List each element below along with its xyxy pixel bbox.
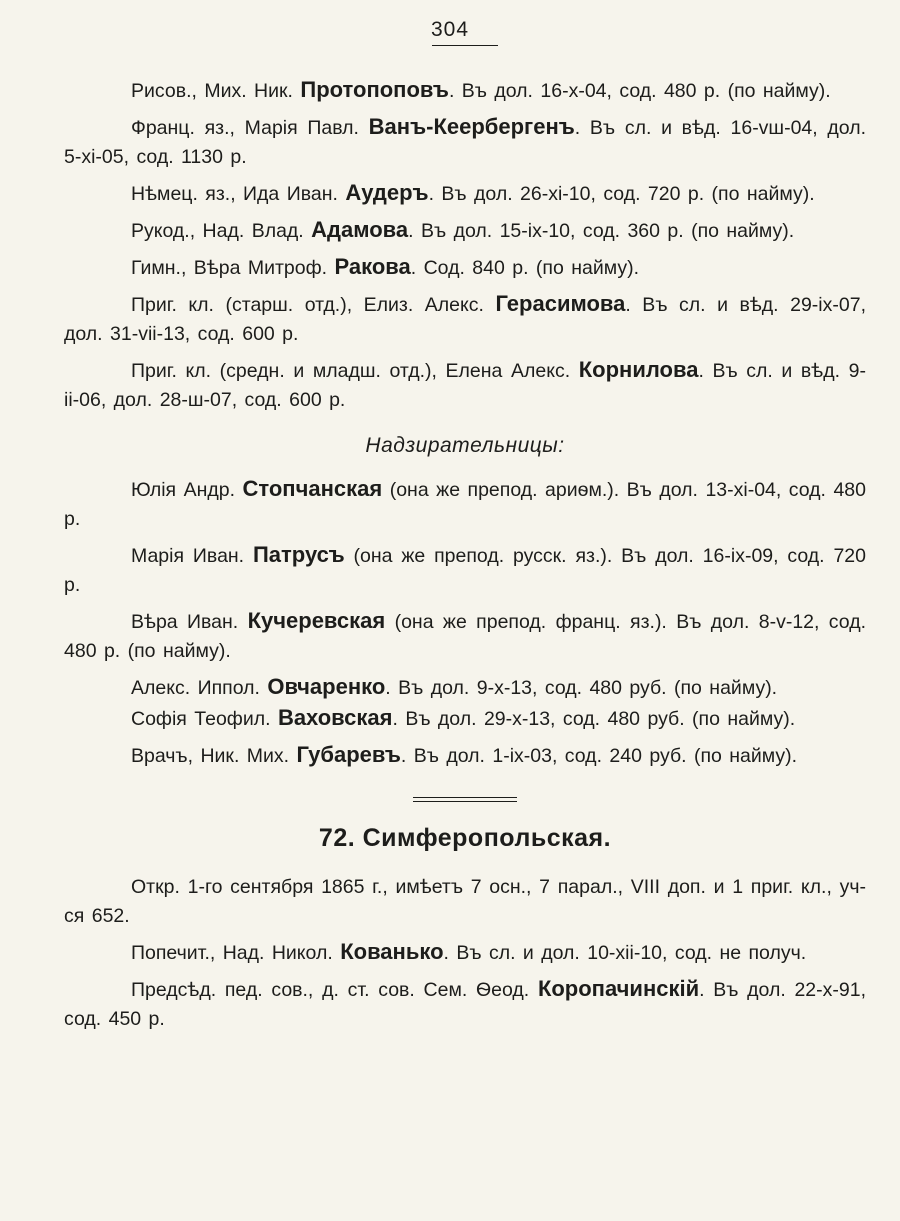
page-content [64,75,866,1040]
staff-name: Ракова [334,254,411,279]
staff-name: Протопоповъ [300,77,449,102]
staff-entry: Нѣмец. яз., Ида Иван. Аудеръ. Въ дол. 26-хі-10, сод. 720 р. (по найму). [131,180,815,205]
school-info-entry: Откр. 1-го сентября 1865 г., имѣетъ 7 осн., 7 парал., VIII доп. и 1 приг. кл., уч-ся 652. [64,876,866,927]
staff-entry: Вѣра Иван. Кучеревская (она же препод. франц. яз.). Въ дол. 8-v-12, сод. 480 р. (по найму). [64,608,866,662]
staff-entry: Приг. кл. (старш. отд.), Елиз. Алекс. Герасимова. Въ сл. и вѣд. 29-іх-07, дол. 31-vіі-13, сод. 600 р. [64,291,866,345]
page-number: 304 [430,18,470,41]
staff-name: Губаревъ [296,742,401,767]
staff-name: Кучеревская [247,608,386,633]
section-divider [413,797,517,802]
section-heading-supervisors: Надзирательницы: [365,434,565,457]
staff-entry: Попечит., Над. Никол. Кованько. Въ сл. и дол. 10-хіі-10, сод. не получ. [131,939,807,964]
staff-entry: Гимн., Вѣра Митроф. Ракова. Сод. 840 р. (по найму). [131,254,640,279]
staff-name: Коропачинскій [537,976,700,1001]
staff-name: Кованько [340,939,444,964]
staff-entry: Юлія Андр. Стопчанская (она же препод. ариѳм.). Въ дол. 13-хі-04, сод. 480 р. [64,476,866,530]
staff-list-supervisors [64,474,866,771]
staff-entry: Алекс. Иппол. Овчаренко. Въ дол. 9-х-13, сод. 480 руб. (по найму). [131,674,778,699]
staff-name: Овчаренко [267,674,386,699]
staff-name: Адамова [311,217,409,242]
staff-name: Герасимова [495,291,626,316]
staff-entry: Приг. кл. (средн. и младш. отд.), Елена Алекс. Корнилова. Въ сл. и вѣд. 9-іі-06, дол. 28-ш-07, сод. 600 р. [64,357,866,411]
staff-entry: Марія Иван. Патрусъ (она же препод. русск. яз.). Въ дол. 16-іх-09, сод. 720 р. [64,542,867,596]
staff-name: Корнилова [578,357,699,382]
staff-list-chapter [64,873,866,1034]
staff-entry: Франц. яз., Марія Павл. Ванъ-Кеербергенъ. Въ сл. и вѣд. 16-vш-04, дол. 5-хі-05, сод. 1130 р. [64,114,866,168]
staff-name: Патрусъ [252,542,345,567]
staff-name: Аудеръ [345,180,429,205]
staff-list-top [64,75,866,415]
staff-entry: Софія Теофил. Ваховская. Въ дол. 29-х-13, сод. 480 руб. (по найму). [131,705,796,730]
staff-name: Ванъ-Кеербергенъ [368,114,575,139]
staff-name: Стопчанская [242,476,383,501]
staff-entry: Рукод., Над. Влад. Адамова. Въ дол. 15-іх-10, сод. 360 р. (по найму). [131,217,795,242]
staff-entry: Рисов., Мих. Ник. Протопоповъ. Въ дол. 16-х-04, сод. 480 р. (по найму). [131,77,831,102]
page-number-underline [432,45,498,46]
chapter-title: 72. Симферопольская. [318,824,612,852]
staff-name: Ваховская [277,705,393,730]
staff-entry: Предсѣд. пед. сов., д. ст. сов. Сем. Ѳеод. Коропачинскій. Въ дол. 22-х-91, сод. 450 р. [64,976,866,1030]
staff-entry: Врачъ, Ник. Мих. Губаревъ. Въ дол. 1-іх-03, сод. 240 руб. (по найму). [131,742,798,767]
